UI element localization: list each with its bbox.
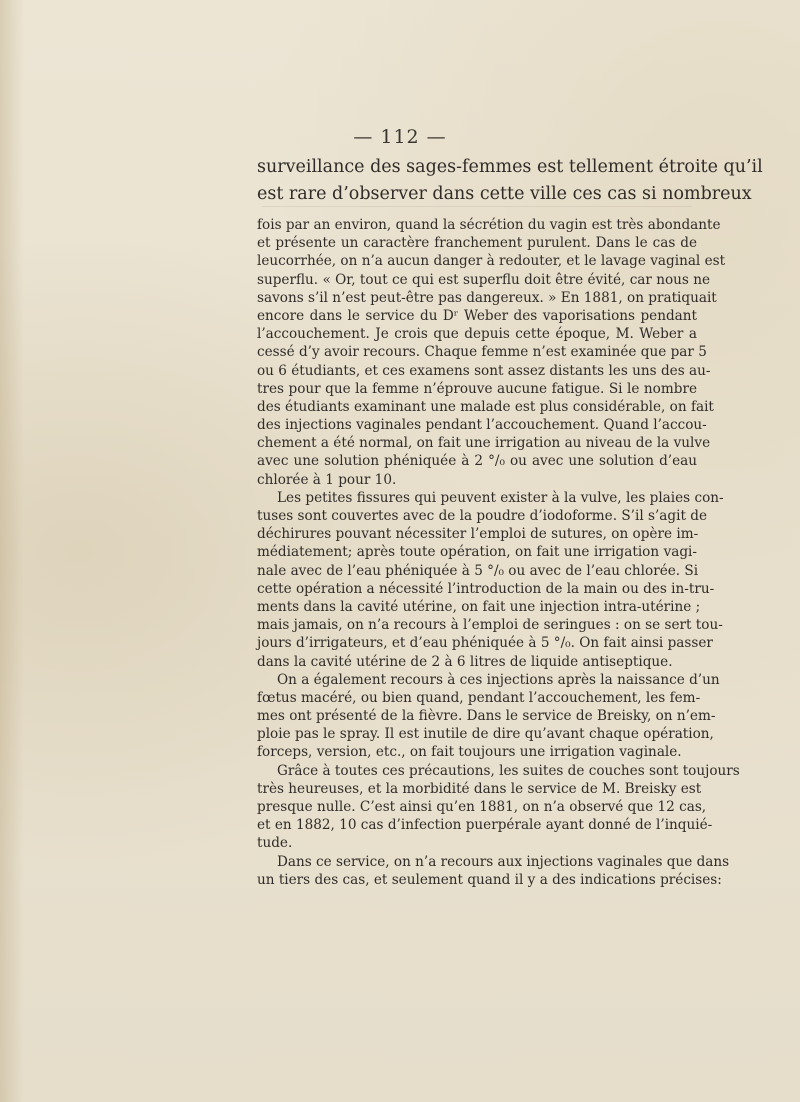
body-line: et en 1882, 10 cas d’infection puerpérale ayant donné de l’inquié- [257,817,713,834]
body-line: avec une solution phéniquée à 2 °/₀ ou avec une solution d’eau [257,453,697,470]
intro-paragraph [257,154,763,208]
body-line: chlorée à 1 pour 10. [257,471,397,488]
body-line: presque nulle. C’est ainsi qu’en 1881, on n’a observé que 12 cas, [257,799,707,815]
body-line: ments dans la cavité utérine, on fait une injection intra-utérine ; [257,598,701,615]
body-line: dans la cavité utérine de 2 à 6 litres de liquide antiseptique. [257,653,673,670]
body-text [257,216,740,889]
paper-edge-shadow [0,0,24,1102]
body-line: superflu. « Or, tout ce qui est superflu doit être évité, car nous ne [257,271,711,288]
body-line: tuses sont couvertes avec de la poudre d’iodoforme. S’il s’agit de [257,508,707,524]
body-line: mais jamais, on n’a recours à l’emploi de seringues : on se sert tou- [257,617,723,634]
intro-line: surveillance des sages-femmes est tellement étroite qu’il [257,157,763,177]
body-line: jours d’irrigateurs, et d’eau phéniquée à 5 °/₀. On fait ainsi passer [257,635,713,652]
body-line: ploie pas le spray. Il est inutile de dire qu’avant chaque opération, [257,726,714,743]
body-line: très heureuses, et la morbidité dans le service de M. Breisky est [257,780,702,797]
body-line: fois par an environ, quand la sécrétion du vagin est très abondante [257,217,721,233]
body-line: et présente un caractère franchement purulent. Dans le cas de [257,235,697,252]
body-line: chement a été normal, on fait une irrigation au niveau de la vulve [257,435,711,452]
body-line: un tiers des cas, et seulement quand il y a des indications précises: [257,871,722,888]
body-line: déchirures pouvant nécessiter l’emploi de sutures, on opère im- [257,526,699,543]
body-line: ou 6 étudiants, et ces examens sont assez distants les uns des au- [257,362,711,379]
body-line: Grâce à toutes ces précautions, les suites de couches sont toujours [277,762,740,779]
body-line: Dans ce service, on n’a recours aux injections vaginales que dans [277,853,730,870]
body-line: cette opération a nécessité l’introduction de la main ou des in-tru- [257,580,715,597]
body-line: l’accouchement. Je crois que depuis cette époque, M. Weber a [257,326,697,343]
body-line: mes ont présenté de la fièvre. Dans le service de Breisky, on n’em- [257,708,716,725]
body-line: des injections vaginales pendant l’accouchement. Quand l’accou- [257,417,707,434]
body-line: forceps, version, etc., on fait toujours une irrigation vaginale. [257,744,682,761]
body-line: nale avec de l’eau phéniquée à 5 °/₀ ou avec de l’eau chlorée. Si [257,562,699,579]
body-line: des étudiants examinant une malade est plus considérable, on fait [257,398,714,415]
body-line: encore dans le service du Dʳ Weber des vaporisations pendant [257,307,697,324]
body-line: savons s’il n’est peut-être pas dangereux. » En 1881, on pratiquait [257,289,717,306]
body-line: leucorrhée, on n’a aucun danger à redouter, et le lavage vaginal est [257,253,726,270]
body-line: médiatement; après toute opération, on fait une irrigation vagi- [257,544,697,561]
intro-line: est rare d’observer dans cette ville ces cas si nombreux [257,184,752,204]
body-line: fœtus macéré, ou bien quand, pendant l’accouchement, les fem- [257,689,701,706]
bleed-through-line [262,206,692,207]
page-number: — 112 — [353,126,447,148]
body-line: tres pour que la femme n’éprouve aucune fatigue. Si le nombre [257,380,697,397]
body-line: tude. [257,835,293,852]
body-line: Les petites fissures qui peuvent exister à la vulve, les plaies con- [277,489,724,506]
body-line: cessé d’y avoir recours. Chaque femme n’est examinée que par 5 [257,344,707,361]
body-line: On a également recours à ces injections après la naissance d’un [277,671,720,688]
